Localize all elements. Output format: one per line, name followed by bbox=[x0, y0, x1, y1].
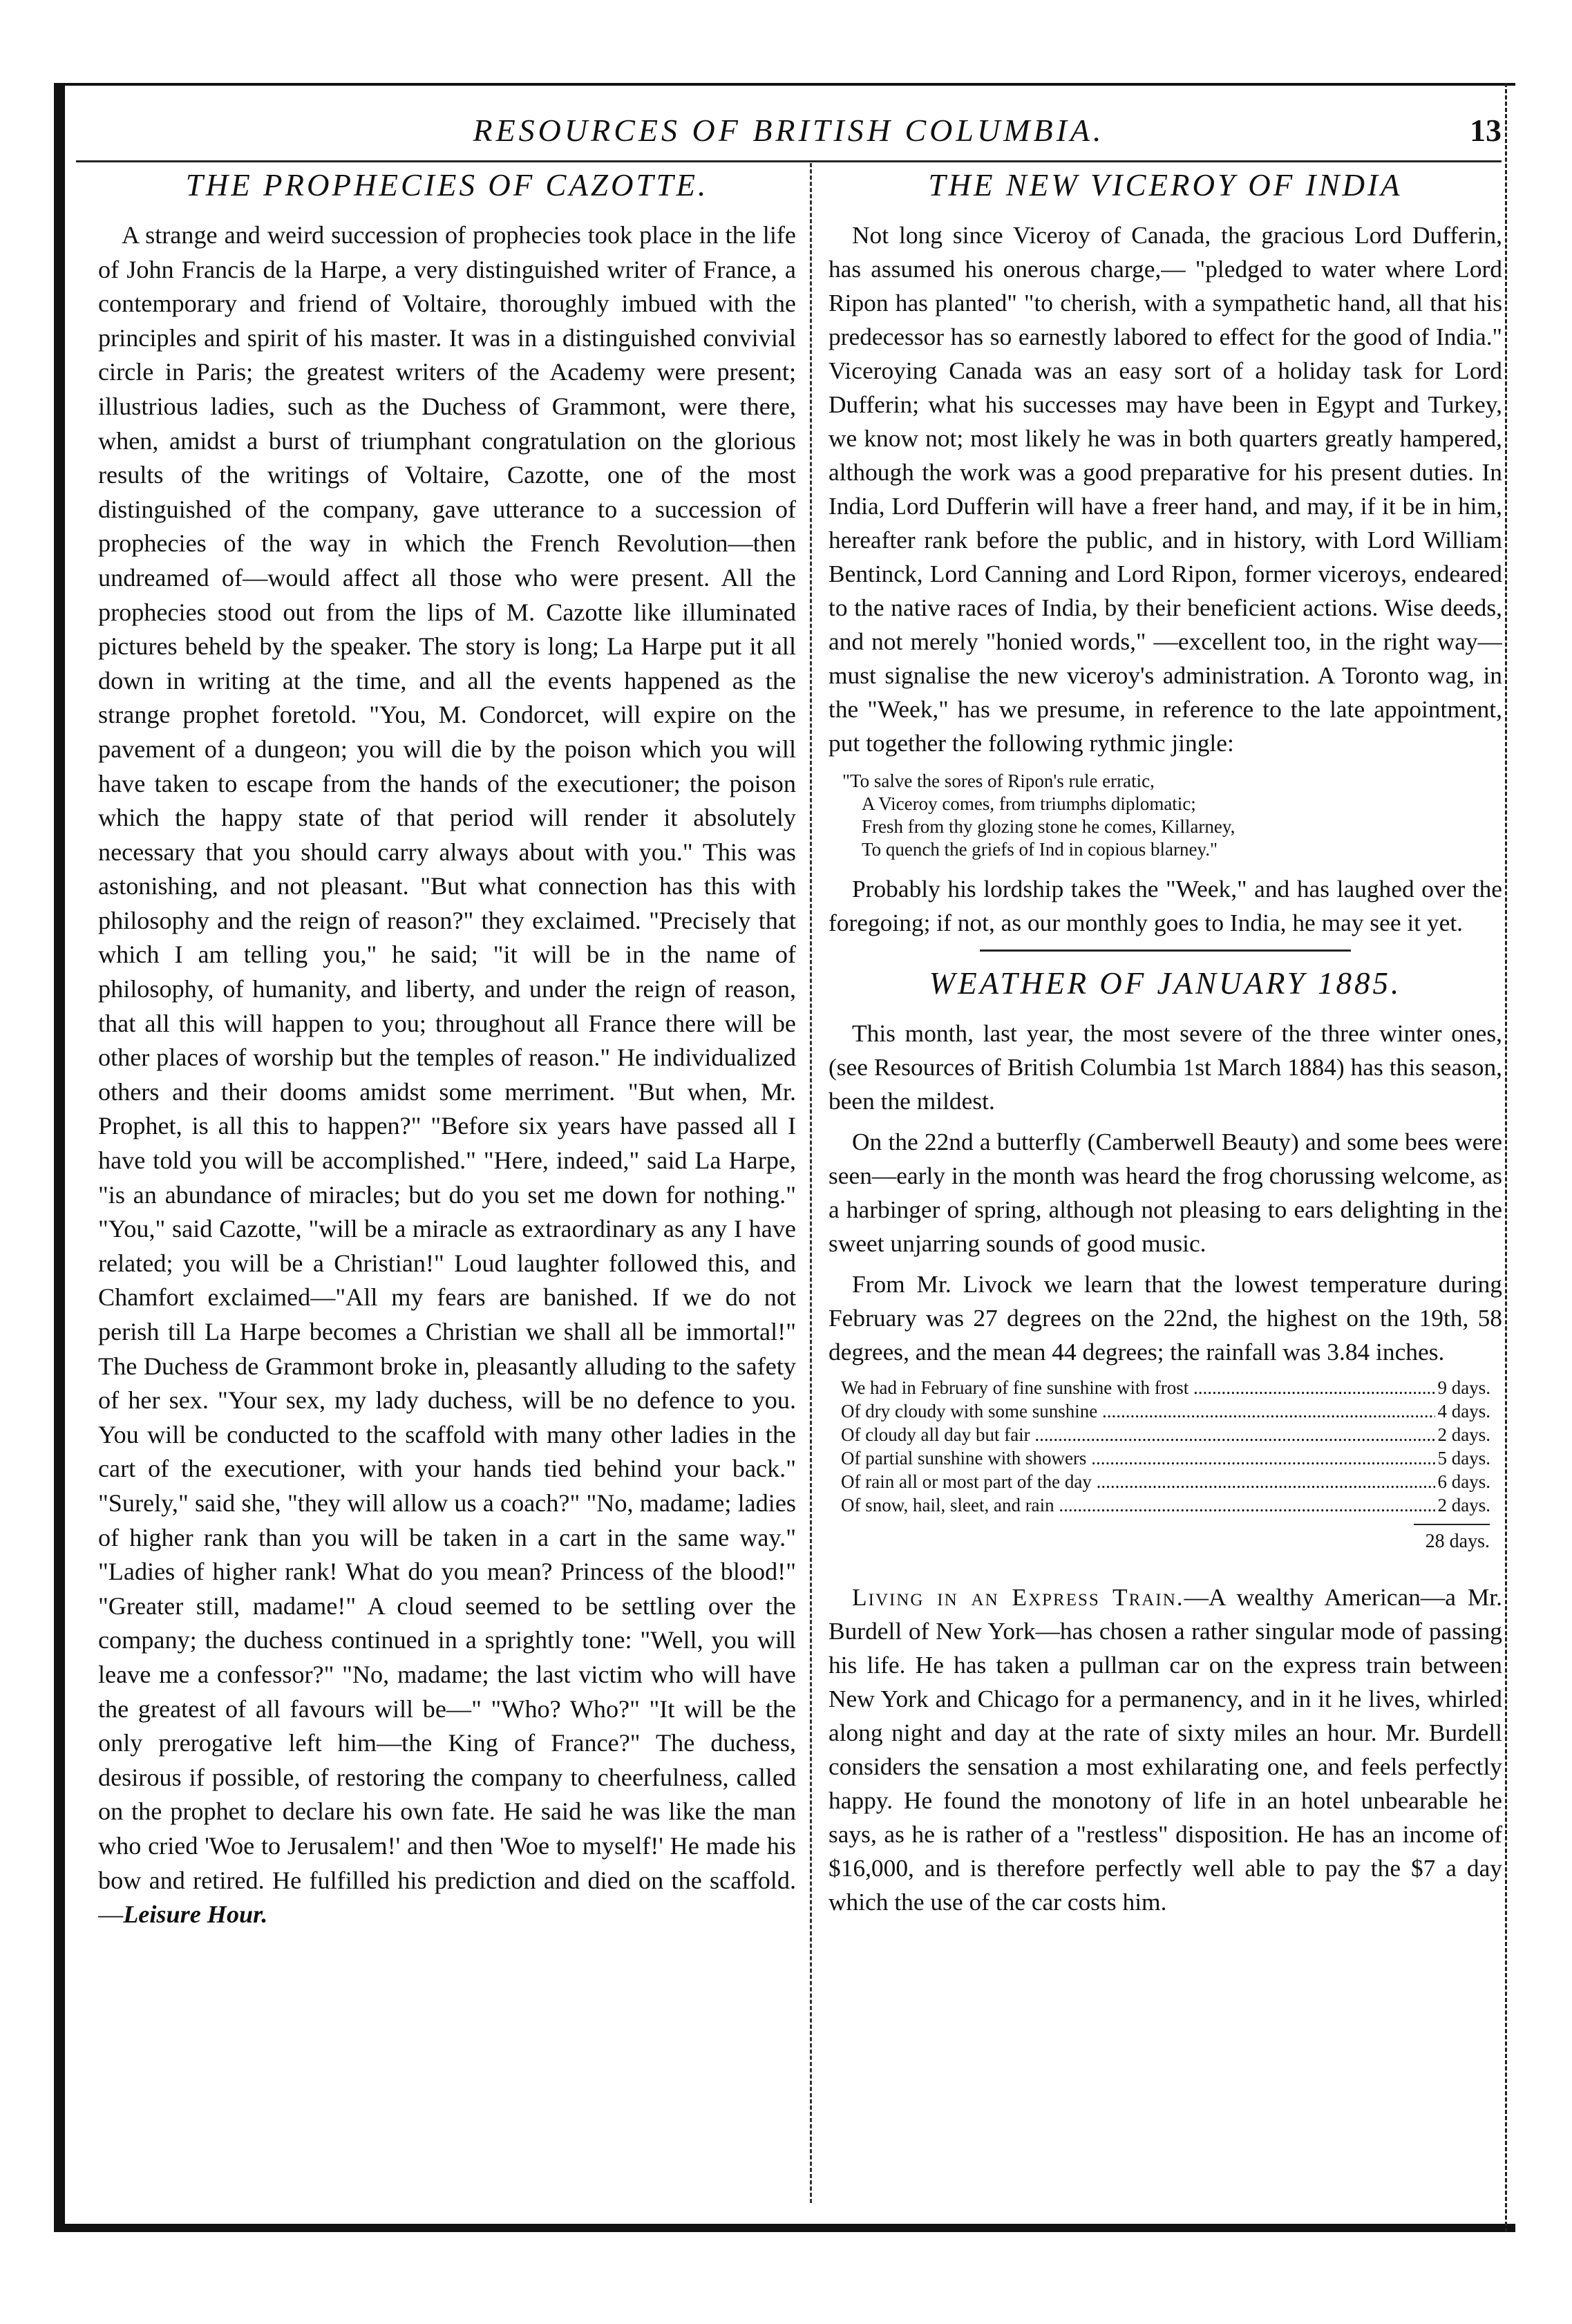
cazotte-text: A strange and weird succession of prophecies took place in the life of John Francis de la Harpe, a very distinguished writer of France, a contemporary and friend of Voltaire, thoroughly imbued with the principles and spirit of his master. It was in a distinguished convivial circle in Paris; the greatest writers of the Academy were present; illustrious ladies, such as the Duchess of Grammont, were there, when, amidst a burst of triumphant congratulation on the glorious results of the writings of Voltaire, Cazotte, one of the most distinguished of the company, gave utterance to a succession of prophecies of the way in which the French Revolution—then undreamed of—would affect all those who were present. All the prophecies stood out from the lips of M. Cazotte like illuminated pictures beheld by the speaker. The story is long; La Harpe put it all down in writing at the time, and all the events happened as the strange prophet foretold. "You, M. Condorcet, will expire on the pavement of a dungeon; you will die by the poison which you will have taken to escape from the hands of the executioner; the poison which the happy state of that period will render it absolutely necessary that you should carry always about with you." This was astonishing, and not pleasant. "But what connection has this with philosophy and the reign of reason?" they exclaimed. "Precisely that which I am telling you," he said; "it will be in the name of philosophy, of humanity, and liberty, and under the reign of reason, that all this will happen to you; throughout all France there will be other places of worship but the temples of reason." He individualized others and their dooms amidst some merriment. "But when, Mr. Prophet, is all this to happen?" "Before six years have passed all I have told you will be accomplished." "Here, indeed," said La Harpe, "is an abundance of miracles; but do you set me down for nothing." "You," said Cazotte, "will be a miracle as extraordinary as any I have related; you will be a Christian!" Loud laughter followed this, and Chamfort exclaimed—"All my fears are banished. If we do not perish till La Harpe becomes a Christian we shall all be immortal!" The Duchess de Grammont broke in, pleasantly alluding to the safety of her sex. "Your sex, my lady duchess, will be no defence to you. You will be conducted to the scaffold with many other ladies in the cart of the executioner, with your hands tied behind your back." "Surely," said she, "they will allow us a coach?" "No, madame; ladies of higher rank than you will be taken in a cart in the same way." "Ladies of higher rank! What do you mean? Princess of the blood!" "Greater still, madame!" A cloud seemed to be settling over the company; the duchess continued in a sprightly tone: "Well, you will leave me a confessor?" "No, madame; the last victim who will have the greatest of all favours will be—" "Who? Who?" "It will be the only prerogative left him—the King of France?" The duchess, desirous if possible, of restoring the company to cheerfulness, called on the prophet to declare his own fate. He said he was like the man who cried 'Woe to Jerusalem!' and then 'Woe to myself!' He made his bow and retired. He fulfilled his prediction and died on the scaffold.— bbox=[98, 221, 796, 1929]
weather-row bbox=[841, 1376, 1490, 1399]
weather-row-value: 2 days. bbox=[1437, 1424, 1490, 1445]
weather-row-label: Of partial sunshine with showers ..... bbox=[841, 1446, 1435, 1470]
article-body-cazotte bbox=[98, 218, 796, 1932]
weather-paragraph-2: On the 22nd a butterfly (Camberwell Beauty) and some bees were seen—early in the month was heard the frog chorussing welcome, as a harbinger of spring, although not pleasing to ears delighting in the sweet unjarring sounds of good music. bbox=[828, 1128, 1502, 1257]
weather-row-value: 6 days. bbox=[1437, 1471, 1490, 1492]
article-title-weather: WEATHER OF JANUARY 1885. bbox=[929, 966, 1402, 1001]
page-header bbox=[76, 112, 1502, 162]
weather-row bbox=[841, 1493, 1490, 1517]
cazotte-source: Leisure Hour. bbox=[123, 1900, 268, 1929]
weather-row bbox=[841, 1470, 1490, 1493]
total-rule bbox=[1414, 1524, 1490, 1525]
express-train-text: —A wealthy American—a Mr. Burdell of New York—has chosen a rather singular mode of passing his life. He has taken a pullman car on the express train between New York and Chicago for a permanency, and in it he lives, whirled along night and day at the rate of sixty miles an hour. Mr. Burdell considers the sensation a most exhilarating one, and feels perfectly happy. He found the monotony of life in an hotel unbearable he says, as he is rather of a "restless" disposition. He has an income of $16,000, and is therefore perfectly well able to pay the $7 a day which the use of the car costs him. bbox=[828, 1583, 1502, 1916]
weather-row-value: 5 days. bbox=[1437, 1448, 1490, 1468]
weather-row bbox=[841, 1399, 1490, 1423]
verse-line: Fresh from thy glozing stone he comes, Killarney, bbox=[862, 816, 1235, 837]
weather-row-value: 4 days. bbox=[1437, 1401, 1490, 1421]
weather-row-label: Of snow, hail, sleet, and rain ..... bbox=[841, 1493, 1435, 1517]
weather-row bbox=[841, 1446, 1490, 1470]
weather-row bbox=[841, 1423, 1490, 1446]
verse-line: To quench the griefs of Ind in copious blarney." bbox=[862, 839, 1218, 860]
section-rule bbox=[980, 950, 1350, 952]
right-column bbox=[828, 167, 1502, 2203]
article-title-cazotte: THE PROPHECIES OF CAZOTTE. bbox=[185, 168, 709, 202]
viceroy-paragraph-2: Probably his lordship takes the "Week," and has laughed over the foregoing; if not, as our monthly goes to India, he may see it yet. bbox=[828, 875, 1502, 936]
weather-table bbox=[841, 1376, 1490, 1517]
article-title-viceroy: THE NEW VICEROY OF INDIA bbox=[928, 168, 1403, 202]
weather-paragraph-1: This month, last year, the most severe of the three winter ones, (see Resources of British Columbia 1st March 1884) has this season, been the mildest. bbox=[828, 1019, 1502, 1115]
weather-row-value: 9 days. bbox=[1437, 1377, 1490, 1398]
verse-line: "To salve the sores of Ripon's rule erratic, bbox=[842, 771, 1155, 791]
running-title: RESOURCES OF BRITISH COLUMBIA. bbox=[473, 113, 1105, 148]
weather-row-label: Of rain all or most part of the day ..... bbox=[841, 1470, 1435, 1493]
weather-row-label: We had in February of fine sunshine with frost ..... bbox=[841, 1376, 1435, 1399]
right-border-rule bbox=[1505, 83, 1507, 2232]
express-train-lead: Living in an Express Train. bbox=[852, 1583, 1184, 1611]
weather-total: 28 days. bbox=[1425, 1531, 1490, 1552]
weather-paragraph-3: From Mr. Livock we learn that the lowest temperature during February was 27 degrees on the 22nd, the highest on the 19th, 58 degrees, and the mean 44 degrees; the rainfall was 3.84 inches. bbox=[828, 1270, 1502, 1366]
viceroy-paragraph-1: Not long since Viceroy of Canada, the gracious Lord Dufferin, has assumed his onerous charge,— "pledged to water where Lord Ripon has planted" "to cherish, with a sympathetic hand, all that his predecessor has so earnestly labored to effect for the good of India." Viceroying Canada was an easy sort of a holiday task for Lord Dufferin; what his successes may have been in Egypt and Turkey, we know not; most likely he was in both quarters greatly hampered, although the work was a good preparative for his present duties. In India, Lord Dufferin will have a freer hand, and may, if it be in him, hereafter rank before the public, and in history, with Lord William Bentinck, Lord Canning and Lord Ripon, former viceroys, endeared to the native races of India, by their beneficient actions. Wise deeds, and not merely "honied words," —excellent too, in the right way—must signalise the new viceroy's administration. A Toronto wag, in the "Week," has we presume, in reference to the late appointment, put together the following rythmic jingle: bbox=[828, 221, 1502, 757]
verse-line: A Viceroy comes, from triumphs diplomatic; bbox=[862, 793, 1196, 814]
weather-row-label: Of dry cloudy with some sunshine ..... bbox=[841, 1399, 1435, 1423]
newspaper-page bbox=[54, 83, 1515, 2232]
column-divider bbox=[810, 163, 812, 2203]
viceroy-verse bbox=[842, 770, 1502, 861]
weather-row-value: 2 days. bbox=[1437, 1495, 1490, 1515]
express-train-article bbox=[828, 1580, 1502, 1919]
weather-row-label: Of cloudy all day but fair ..... bbox=[841, 1423, 1435, 1446]
page-number: 13 bbox=[1470, 113, 1502, 148]
left-column bbox=[98, 167, 796, 2203]
